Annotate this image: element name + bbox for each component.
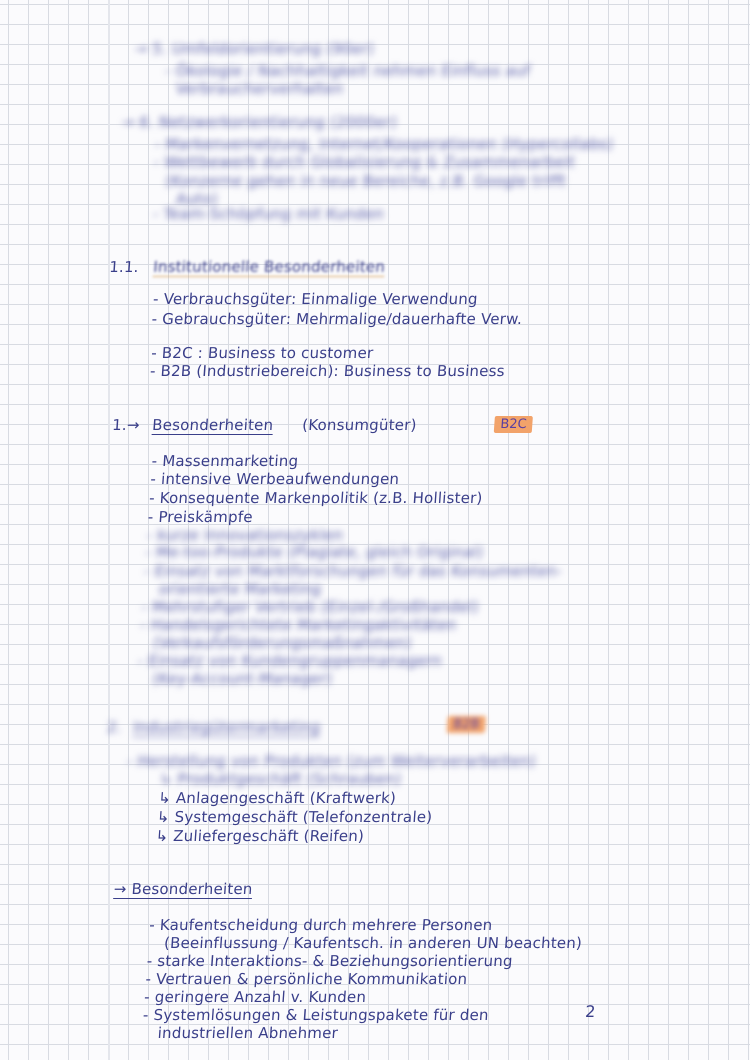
b2b-feature-item: - Vertrauen & persönliche Kommunikation: [144, 970, 468, 988]
b2b-feature-item: - Systemlösungen & Leistungspakete für den: [142, 1006, 490, 1024]
blurred-line: Auto): [175, 190, 219, 208]
b2c-item: - Preiskämpfe: [147, 508, 254, 526]
blurred-line: - Markenvernetzung, Internet/Kooperationen (Hypercollabs): [154, 135, 615, 153]
blurred-line: ↳ Produktgeschäft (Schrauben): [158, 770, 402, 788]
b2b-item: ↳ Zuliefergeschäft (Reifen): [154, 827, 365, 845]
b2c-item: - intensive Werbeaufwendungen: [149, 470, 400, 488]
definition-verbrauchsgueter: - Verbrauchsgüter: Einmalige Verwendung: [152, 290, 479, 308]
b2c-section-subtitle: (Konsumgüter): [301, 416, 418, 434]
b2c-badge: B2C: [494, 416, 533, 433]
b2b-item: ↳ Systemgeschäft (Telefonzentrale): [156, 808, 433, 826]
b2c-section-title: Besonderheiten: [151, 416, 274, 434]
b2b-feature-item: - starke Interaktions- & Beziehungsorientierung: [146, 952, 514, 970]
blurred-line: (Konzerne gehen in neue Bereiche, z.B. Google trifft: [164, 172, 567, 190]
blurred-line: → 5. Umfeldorientierung (90er): [133, 40, 375, 58]
definition-gebrauchsgueter: - Gebrauchsgüter: Mehrmalige/dauerhafte Verw.: [151, 310, 523, 328]
blurred-line: (Key-Account-Manager): [151, 670, 333, 688]
b2b-badge: B2B: [447, 716, 486, 733]
b2b-feature-item: industriellen Abnehmer: [157, 1024, 339, 1042]
blurred-line: (Verkaufsförderungsmaßnahmen): [152, 634, 413, 652]
blurred-line: - Einsatz von Kundengruppenmanagern: [137, 652, 443, 670]
blurred-line: - Ökologie / Nachhaltigkeit nehmen Einfluss auf: [164, 62, 531, 80]
blurred-line: - Me-too-Produkte (Plagiate, gleich Original): [144, 543, 485, 561]
b2b-feature-item: - Kaufentscheidung durch mehrere Personen: [148, 916, 494, 934]
blurred-line: - Herstellung von Produkten (zum Weiterverarbeiten): [126, 752, 537, 770]
blurred-line: - Handelsgerichtete Marketingaktivitäten: [139, 616, 458, 634]
blurred-line: → 6. Netzwerkorientierung (2000er): [120, 113, 398, 131]
definition-b2b: - B2B (Industriebereich): Business to Business: [149, 362, 506, 380]
b2b-feature-item: - geringere Anzahl v. Kunden: [143, 988, 367, 1006]
b2b-section-number: 2.: [106, 718, 123, 736]
b2c-section-number: 1.→: [111, 416, 141, 434]
page-number: 2: [584, 1002, 597, 1021]
blurred-line: - kurze Innovationszyklen: [145, 526, 344, 544]
section-number: 1.1.: [108, 258, 140, 276]
blurred-line: Verbraucherverhalten: [175, 80, 344, 98]
b2b-features-title: → Besonderheiten: [113, 880, 254, 898]
blurred-line: - Einsatz von Marktforschungen für das Konsumenten-: [143, 562, 563, 580]
blurred-line: - Team-Schöpfung mit Kunden: [152, 205, 385, 223]
blurred-line: - Mehrstufiger Vertrieb (Einzel-/Großhandel): [140, 598, 480, 616]
b2c-item: - Massenmarketing: [151, 452, 299, 470]
blurred-line: orientierte Marketing: [158, 580, 322, 598]
b2b-feature-item: (Beeinflussung / Kaufentsch. in anderen UN beachten): [163, 934, 583, 952]
b2b-item: ↳ Anlagengeschäft (Kraftwerk): [157, 789, 397, 807]
definition-b2c: - B2C : Business to customer: [150, 344, 375, 362]
b2b-section-title: Industriegütermarketing: [132, 718, 322, 736]
b2c-item: - Konsequente Markenpolitik (z.B. Hollister): [148, 489, 484, 507]
section-title: Institutionelle Besonderheiten: [152, 258, 386, 276]
blurred-line: - Wettbewerb durch Globalisierung & Zusammenarbeit: [153, 153, 576, 171]
